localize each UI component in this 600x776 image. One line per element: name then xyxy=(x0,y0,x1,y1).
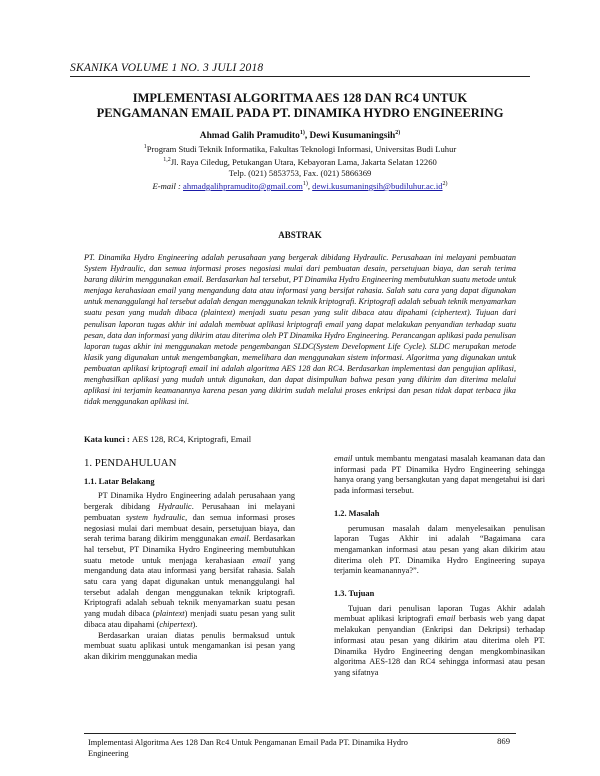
affiliation-1-text: Program Studi Teknik Informatika, Fakultas Teknologi Informasi, Universitas Budi Luhur xyxy=(146,143,457,154)
text-run: ). xyxy=(192,619,198,629)
text-run: . Berdasarkan hal tersebut, PT Dinamika Hydro Engineering membutuhkan suatu metode untuk menjaga kerahasiaan xyxy=(84,534,295,565)
right-column xyxy=(334,454,545,679)
header-rule xyxy=(70,76,530,77)
text-run-italic: email xyxy=(230,534,249,544)
paper-title xyxy=(70,91,530,121)
email-line xyxy=(70,181,530,191)
text-run-italic: system hydraulic xyxy=(125,512,186,522)
background-paragraph-3 xyxy=(334,454,545,497)
email-1-sup: 1) xyxy=(302,181,308,188)
affiliation-1 xyxy=(70,142,530,155)
background-paragraph-2: Berdasarkan uraian diatas penulis bermaksud untuk membuat suatu aplikasi untuk mengamankan isi pesan yang akan dikirim menggunakan media xyxy=(84,630,295,661)
footer-rule xyxy=(84,733,516,734)
email-link-1[interactable]: ahmadgalihpramudito@gmail.com xyxy=(183,181,303,191)
tujuan-paragraph xyxy=(334,604,545,679)
author-1: Ahmad Galih Pramudito xyxy=(199,131,300,142)
text-run: berbasis web yang dapat melakukan penyandian (Enkripsi dan Dekripsi) terhadap informasi atau pesan yang dikirim atau diterima oleh PT. Dinamika Hydro Engineering dengan mengkombinasikan algoritma AES-128 dan RC4 sehingga informasi atau pesan yang sifatnya xyxy=(334,614,545,677)
masalah-title: 1.2. Masalah xyxy=(334,508,380,518)
text-run: untuk membantu mengatasi masalah keamanan data dan informasi pada PT Dinamika Hydro Engineering sehingga hanya orang yang bersangkutan yang dapat mengetahui isi dari pada informasi tersebut. xyxy=(334,454,545,496)
keywords-label: Kata kunci : xyxy=(84,434,132,444)
page-number: 869 xyxy=(497,736,510,746)
text-run-italic: email xyxy=(334,454,353,463)
keywords-text: AES 128, RC4, Kriptografi, Email xyxy=(132,434,252,444)
email-link-2[interactable]: dewi.kusumaningsih@budiluhur.ac.id xyxy=(312,181,443,191)
affiliation-2 xyxy=(70,155,530,168)
email-2-sup: 2) xyxy=(442,181,448,188)
text-run: Tujuan dari penulisan laporan Tugas Akhir adalah membuat aplikasi kriptografi xyxy=(334,603,545,624)
authors xyxy=(70,127,530,142)
tujuan-title: 1.3. Tujuan xyxy=(334,589,375,599)
text-run-italic: plaintext xyxy=(155,609,185,619)
keywords xyxy=(84,434,516,444)
text-run-italic: email xyxy=(437,614,456,624)
author-2: Dewi Kusumaningsih xyxy=(309,131,396,142)
affiliation-3 xyxy=(70,168,530,180)
text-run: ) menjadi suatu pesan yang sulit dibaca atau dipahami ( xyxy=(84,609,295,629)
affiliation-2-text: Jl. Raya Ciledug, Petukangan Utara, Kebayoran Lama, Jakarta Selatan 12260 xyxy=(170,156,437,167)
author-sep: , xyxy=(304,131,310,142)
background-paragraph-1 xyxy=(84,491,295,630)
text-run-italic: email xyxy=(252,555,271,565)
affiliation-2-sup: 1,2 xyxy=(163,157,171,163)
title-line-2: PENGAMANAN EMAIL PADA PT. DINAMIKA HYDRO ENGINEERING xyxy=(96,106,504,120)
author-2-sup: 2) xyxy=(395,130,401,136)
text-run-italic: Hydraulic xyxy=(158,502,192,512)
subsection-title: 1.1. Latar Belakang xyxy=(84,476,155,486)
abstract-heading: ABSTRAK xyxy=(278,230,322,240)
abstract-body: PT. Dinamika Hydro Engineering adalah perusahaan yang bergerak dibidang Hydraulic. Perusahaan ini melayani pembuatan System Hydraulic, dan semua informasi proses negosiasi mulai dari pembuatan desain, persetujuan biaya, dan serah terima barang dikirim menggunakan email. Berdasarkan hal tersebut, PT Dinamika Hydro Engineering membutuhkan suatu metode untuk menjaga kerahasiaan email yang mengandung data atau informasi yang bersifat rahasia. Salah satu cara yang dapat digunakan untuk menanggulangi hal tersebut adalah dengan menggunakan teknik kriptografi. Kriptografi adalah sebuah teknik menyamarkan suatu pesan yang mudah dibaca (plaintext) menjadi suatu pesan yang sulit dibaca atau dipahami (ciphertext). Tujuan dari penulisan laporan tugas akhir ini adalah membuat aplikasi kriptografi email yang dapat melakukan penyandian terhadap suatu pesan, data dan informasi yang dikirim atau diterima oleh PT Dinamika Hydro Engineering. Perancangan aplikasi pada penulisan laporan tugas akhir ini menggunakan metode pengembangan SLDC(System Development Life Cycle). SLDC merupakan metode klasik yang digunakan untuk mengembangkan, memelihara dan menggunakan sistem informasi. Algoritma yang digunakan untuk pembuatan aplikasi kriptografi email ini adalah algoritma AES 128 dan RC4. Berdasarkan implementasi dan pengujian aplikasi, menghasilkan aplikasi yang mudah untuk digunakan, dan dapat disimpulkan bahwa pesan yang dikirim dan diterima melalui aplikasi ini terjamin keamanannya karena pesan yang dikirim sudah melalui proses enkripsi dan pesan tidak dapat terbaca jika tidak menggunakan aplikasi ini. xyxy=(84,253,516,407)
text-run: , dan semua informasi proses negosiasi mulai dari membuat desain, persetujuan biaya, dan serah terima barang dikirim menggunakan xyxy=(84,512,295,544)
author-1-sup: 1) xyxy=(299,130,305,136)
footer-text: Implementasi Algoritma Aes 128 Dan Rc4 Untuk Pengamanan Email Pada PT. Dinamika Hydro Engineering xyxy=(88,738,408,758)
text-run: yang mengandung data atau informasi yang bersifat rahasia. Salah satu cara yang dapat digunakan untuk menanggulangi hal tersebut adalah dengan menggunakan teknik kriptografi. Kriptografi adalah sebuah teknik menyamarkan suatu pesan yang mudah dibaca ( xyxy=(84,555,295,619)
affiliation-3-text: Telp. (021) 5853753, Fax. (021) 5866369 xyxy=(228,168,372,178)
text-run-italic: chipertext xyxy=(159,619,193,629)
email-sep: , xyxy=(307,181,313,191)
text-run: PT Dinamika Hydro Engineering adalah perusahaan yang bergerak dibidang xyxy=(84,491,295,512)
text-run: . Perusahaan ini melayani pembuatan xyxy=(84,502,295,522)
section-title: 1. PENDAHULUAN xyxy=(84,457,177,469)
email-label: E-mail : xyxy=(152,181,184,191)
title-line-1: IMPLEMENTASI ALGORITMA AES 128 DAN RC4 UNTUK xyxy=(132,91,468,105)
masalah-paragraph: perumusan masalah dalam menyelesaikan penulisan laporan Tugas Akhir ini adalah “Bagaimana cara mengamankan informasi atau pesan yang akan dikirim atau diterima oleh PT. Dinamika Hydro Engineering supaya terjamin keamanannya?”. xyxy=(334,523,545,576)
left-column xyxy=(84,458,295,663)
affiliation-1-sup: 1 xyxy=(143,144,147,150)
journal-header: SKANIKA VOLUME 1 NO. 3 JULI 2018 xyxy=(70,62,264,74)
